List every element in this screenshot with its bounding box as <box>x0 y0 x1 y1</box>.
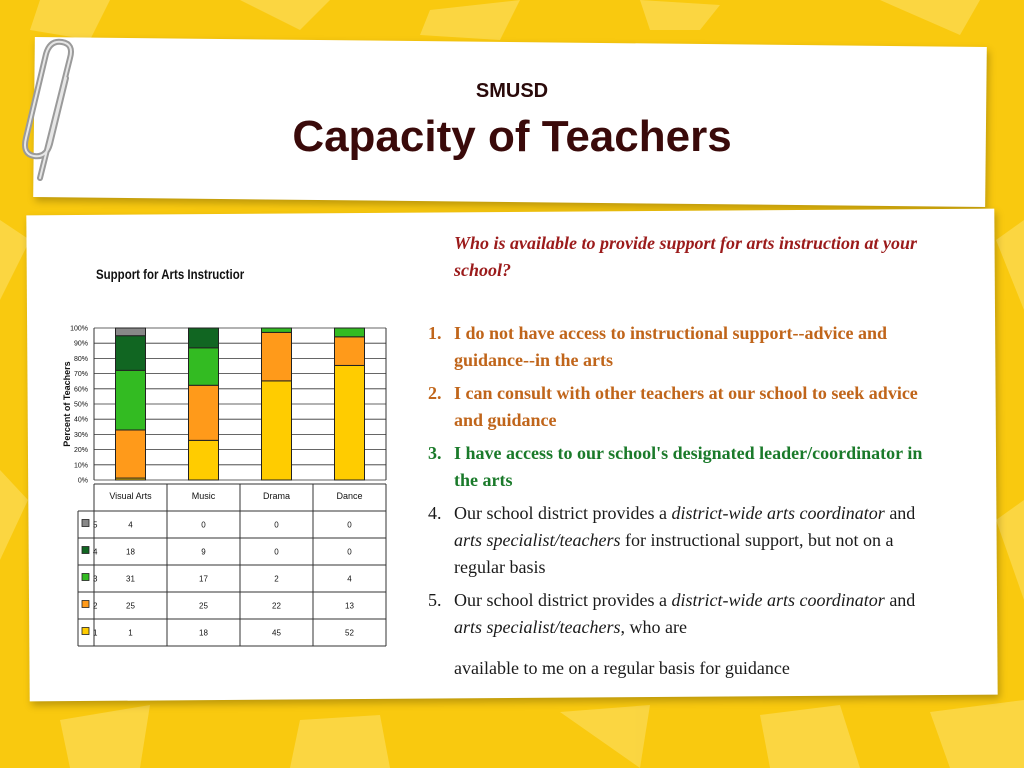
y-tick-label: 10% <box>73 462 88 470</box>
data-label: 0 <box>347 547 352 557</box>
answer-list <box>428 320 928 688</box>
data-label: 0 <box>274 520 279 530</box>
stacked-bar-chart <box>60 318 400 650</box>
y-axis-label: Percent of Teachers <box>62 361 72 447</box>
category-label: Visual Arts <box>109 491 152 501</box>
data-label: 18 <box>126 547 135 557</box>
legend-label: 2 <box>93 601 98 611</box>
y-tick-label: 40% <box>73 416 88 424</box>
category-label: Dance <box>336 491 363 501</box>
y-tick-label: 20% <box>73 447 88 455</box>
page-title: Capacity of Teachers <box>292 112 732 161</box>
data-label: 31 <box>126 574 135 584</box>
answer-number: 4. <box>428 503 442 523</box>
y-tick-label: 60% <box>73 386 88 394</box>
y-tick-label: 80% <box>73 355 88 363</box>
bar-segment <box>116 328 146 336</box>
answer-number: 5. <box>428 590 442 610</box>
legend-label: 1 <box>93 628 98 638</box>
answer-text: I have access to our school's designated leader/coordinator in the arts <box>454 443 923 490</box>
answer-text: I can consult with other teachers at our school to seek advice and guidance <box>454 383 918 430</box>
data-label: 52 <box>345 628 354 638</box>
bar-segment <box>335 365 365 480</box>
bar-segment <box>262 328 292 332</box>
survey-question: Who is available to provide support for arts instruction at your school? <box>454 233 918 280</box>
answer-text: I do not have access to instructional support--advice and guidance--in the arts <box>454 323 888 370</box>
y-tick-label: 70% <box>73 371 88 379</box>
legend-swatch <box>82 601 89 608</box>
bar-segment <box>189 328 219 348</box>
legend-swatch <box>82 547 89 554</box>
bar-segment <box>262 332 292 380</box>
data-label: 2 <box>274 574 279 584</box>
category-label: Music <box>191 491 216 501</box>
y-tick-label: 0% <box>77 477 88 485</box>
data-label: 0 <box>274 547 279 557</box>
legend-label: 5 <box>93 520 98 530</box>
bar-segment <box>116 336 146 371</box>
answer-text: Our school district provides a district-wide arts coordinator and arts specialist/teachers for instructional support, but not on a regular basis <box>454 503 916 577</box>
category-label: Drama <box>262 491 291 501</box>
bar-segment <box>262 381 292 480</box>
data-label: 25 <box>126 601 135 611</box>
bar-segment <box>116 430 146 478</box>
data-label: 9 <box>201 547 206 557</box>
data-label: 4 <box>347 574 352 584</box>
data-label: 0 <box>347 520 352 530</box>
data-label: 0 <box>201 520 206 530</box>
answer-number: 3. <box>428 443 442 463</box>
data-label: 18 <box>199 628 208 638</box>
data-label: 25 <box>199 601 208 611</box>
data-label: 1 <box>128 628 133 638</box>
data-label: 45 <box>272 628 281 638</box>
answer-number: 2. <box>428 383 442 403</box>
y-tick-label: 100% <box>70 325 88 333</box>
answer-item-5 <box>428 587 928 682</box>
bar-segment <box>189 385 219 440</box>
legend-swatch <box>82 574 89 581</box>
page-subtitle: SMUSD <box>475 80 549 102</box>
bar-segment <box>116 370 146 430</box>
data-label: 22 <box>272 601 281 611</box>
answer-text: Our school district provides a district-wide arts coordinator and arts specialist/teachers, who are available to me on a regular basis for guidance <box>454 590 916 678</box>
answer-item-1 <box>428 320 928 374</box>
answer-item-4 <box>428 500 928 581</box>
data-label: 17 <box>199 574 208 584</box>
y-tick-label: 90% <box>73 340 88 348</box>
y-tick-label: 50% <box>73 401 88 409</box>
legend-swatch <box>82 628 89 635</box>
bar-segment <box>335 337 365 366</box>
answer-number: 1. <box>428 323 442 343</box>
chart-title: Support for Arts Instructior <box>96 266 245 282</box>
legend-label: 3 <box>93 574 98 584</box>
data-label: 13 <box>345 601 354 611</box>
legend-label: 4 <box>93 547 98 557</box>
data-label: 4 <box>128 520 133 530</box>
answer-item-2 <box>428 380 928 434</box>
answer-item-3 <box>428 440 928 494</box>
y-tick-label: 30% <box>73 431 88 439</box>
legend-swatch <box>82 520 89 527</box>
bar-segment <box>189 348 219 385</box>
bar-segment <box>189 440 219 480</box>
bar-segment <box>335 328 365 337</box>
